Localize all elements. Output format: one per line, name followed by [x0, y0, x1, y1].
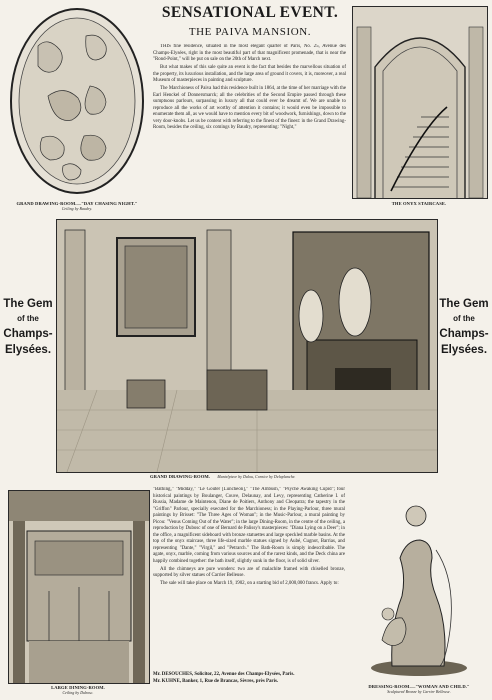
caption-ceiling [4, 201, 150, 212]
side-right-line3: Champs- [439, 328, 489, 340]
caption-ceiling-title: GRAND DRAWING-ROOM.—"DAY CHASING NIGHT." [16, 201, 138, 206]
contact-notice [153, 672, 349, 685]
intro-paragraph-3: The Marchioness of Paiva had this residence built in 1864, at the time of her marriage with the Earl Henckel of Donnersmarck; all the celebrities of the Second Empire passed through these sumptuous parlours, surpassing in luxury all that could ever be dreamt of. We are unable to reproduce all the works of art worthy of attention it contains; it would even be impossible to enumerate them all, as we would have to mention every bit of woodwork, furnishings, down to the very door-knobs. Let us be content with referring to the finest of the finest: in the Grand Drawing-Room, besides the ceiling, six comings by Baudry, representing: "Night," [153, 86, 346, 130]
intro-paragraph-1: THIS fine residence, situated in the most elegant quarter of Paris, No. 25, Avenue des Champs-Elysées, right in the most beautiful part of that magnificent promenade, that is near the "Rond-Point," will be put on sale on the 20th of March next. [153, 44, 346, 62]
side-label-left [2, 296, 54, 358]
staircase-illustration [352, 6, 488, 199]
side-left-line1: The Gem [3, 298, 53, 310]
continuation-paragraph-1: "Bathing," "Midday," "Le Goûter [Luncheon]," "The Ambush," "Psyche Awaking Cupid"; four historical paintings by Boulanger, Couve, Delaunay, and Levy, representing Catherine I. of Russia, Madame de Maintenon, Diane de Poitiers, Anthony and Cleopatra; the tapestry in the "Griffon" Parlour, specially executed for the Marchioness; in the Playing-Parlour, three mural paintings by Brisset: "The Three Ages of Woman"; in the Music-Parlour, a mural painting by Picou: "Venus Coming Out of the Water"; in the large Dining-Room, in the centre of the ceiling, a reproduction by Dubosc of one of Bernard de Palissy's masterpieces: "Diana Lying on a Deer"; in the office, a magnificent sideboard with bronze statuettes and large speckled marble basins. At the top of the onyx staircase, three life-sized marble statues signed by Aubé, Cugnot, Barrias, and representing "Dante," "Virgil," and "Petrarch." The Bath-Room is simply indescribable. The agate, onyx, marble, coming from various sources and of the rarest kinds, and the Deck china are happily combined together: the bath itself, slightly sunk in the floor, is of solid silver. [153, 487, 345, 564]
headline: SENSATIONAL EVENT. [161, 4, 339, 21]
contact-solicitor: Mr. DESOUCHES, Solicitor, 22, Avenue des Champs-Elysées, Paris. [153, 672, 295, 677]
side-right-line4: Elysées. [440, 344, 488, 356]
caption-dining-title: LARGE DINING-ROOM. [51, 685, 105, 690]
caption-dining-credit: Ceiling by Dubosc. [62, 691, 94, 695]
caption-grand-drawing-room [56, 474, 436, 480]
caption-grand-drawing-title: GRAND DRAWING-ROOM. [150, 474, 211, 479]
side-left-line3: Champs- [3, 328, 53, 340]
staircase-drawing [353, 7, 487, 198]
grand-drawing-room-illustration [56, 219, 438, 473]
intro-paragraph-2: But what makes of this sale quite an event is the fact that besides the marvellous situation of the property, its luxurious installation, and the large area of ground it covers, it is, moreover, a real Museum of masterpieces in painting and sculpture. [153, 65, 346, 83]
side-label-right [438, 296, 490, 358]
subhead: THE PAIVA MANSION. [188, 26, 312, 38]
dressing-room-illustration [352, 490, 486, 680]
side-left-line2: of the [17, 314, 39, 323]
caption-staircase [352, 201, 486, 207]
dining-room-illustration [8, 490, 150, 684]
caption-staircase-title: THE ONYX STAIRCASE. [391, 201, 447, 206]
caption-dressing-room [352, 684, 486, 695]
side-left-line4: Elysées. [4, 344, 52, 356]
contact-banker: Mr. KUHNE, Banker, 1, Rue de Brancas, Sèvres, près Paris. [153, 678, 279, 684]
intro-text [153, 44, 346, 214]
caption-grand-drawing-credit: Mantelpiece by Dalou, Cornice by Delaplanche. [217, 475, 296, 479]
continuation-paragraph-3: The sale will take place on March 19, 1902, on a starting bid of 2,000,000 francs. Apply to: [160, 581, 339, 586]
grand-drawing-room-drawing [57, 220, 437, 472]
side-right-line1: The Gem [439, 298, 489, 310]
dining-room-drawing [9, 491, 149, 683]
caption-dressing-title: DRESSING-ROOM.—"WOMAN AND CHILD." [368, 684, 470, 689]
caption-dressing-credit: Sculptured Bronze by Carrier Belleuse. [387, 690, 451, 694]
continuation-text [153, 487, 345, 669]
continuation-paragraph-2: All the chimneys are pure wonders: two are of malachite framed with chiselled bronze, supported by silver statues of Carrier Belleuse. [153, 566, 345, 578]
ceiling-illustration [8, 6, 146, 196]
caption-ceiling-credit: Ceiling by Baudry. [61, 207, 93, 211]
caption-dining-room [8, 685, 148, 696]
dressing-room-drawing [352, 490, 486, 680]
ceiling-drawing [8, 6, 146, 196]
side-right-line2: of the [453, 314, 475, 323]
